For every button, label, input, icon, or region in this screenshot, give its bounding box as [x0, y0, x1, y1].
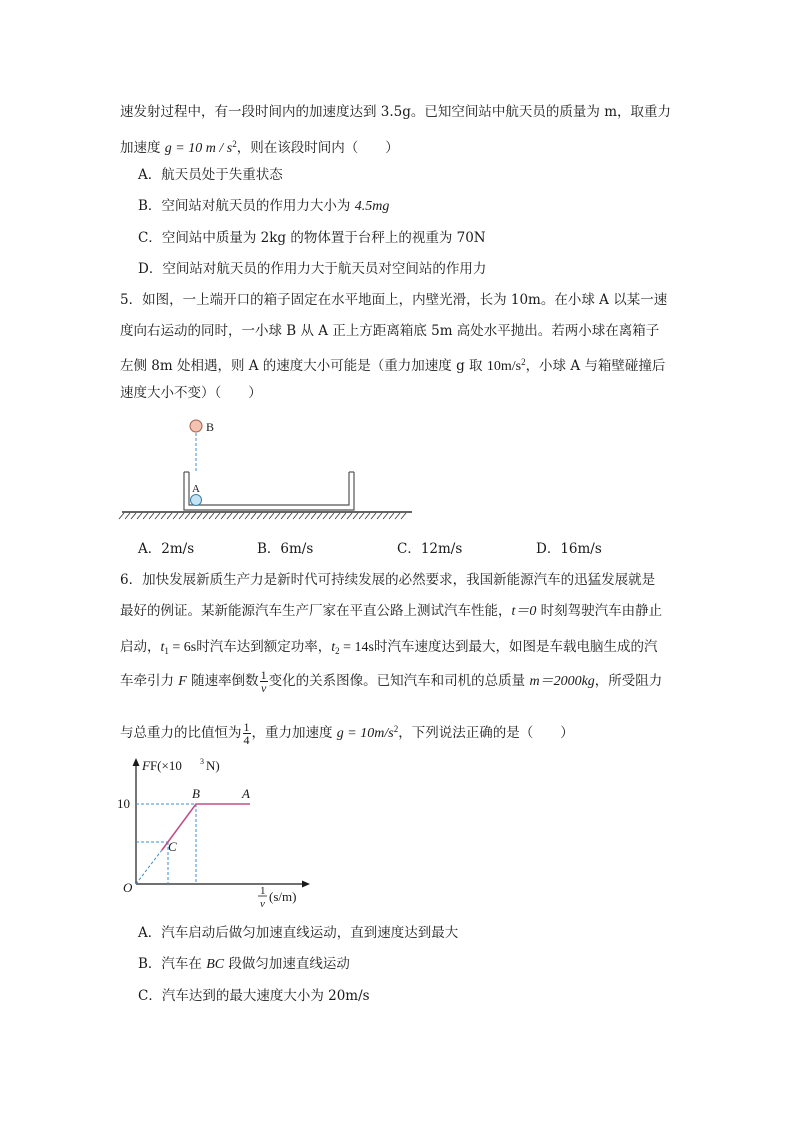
point-c-label: C [168, 839, 177, 854]
reciprocal-v-fraction: $\frac{1}{v}$ [260, 668, 267, 695]
x-label-unit: (s/m) [269, 889, 297, 904]
box-inner [189, 472, 349, 505]
ground-hatch-mark [257, 513, 262, 519]
q4-option-a: A．航天员处于失重状态 [138, 167, 283, 183]
ground-hatch-mark [359, 513, 364, 519]
q6-line-4: 车牵引力 F 随速率倒数 $\frac{1}{v}$ 变化的关系图像。已知汽车和司机的总质量 m＝2000kg，所受阻力 [120, 668, 663, 695]
ground-hatch-mark [377, 513, 382, 519]
ground-hatch-mark [119, 513, 124, 519]
q5-line-3: 左侧 8m 处相遇，则 A 的速度大小可能是（重力加速度 g 取 $10m/s^2$，小球 A 与箱壁碰撞后 [120, 357, 666, 374]
ground-hatch-mark [317, 513, 322, 519]
ground-hatch-mark [329, 513, 334, 519]
q6-line-1: 6．加快发展新质生产力是新时代可持续发展的必然要求，我国新能源汽车的迅猛发展就是 [120, 572, 656, 588]
ground-hatch-mark [191, 513, 196, 519]
ground-hatch-mark [197, 513, 202, 519]
q6-option-b: B．汽车在 BC 段做匀加速直线运动 [138, 956, 350, 972]
q6-line-2: 最好的例证。某新能源汽车生产厂家在平直公路上测试汽车性能，t＝0 时刻驾驶汽车由静止 [120, 603, 663, 619]
origin-label: O [123, 880, 133, 895]
y-tick-10: 10 [117, 796, 130, 811]
ground-hatch-mark [125, 513, 130, 519]
ground-hatch-mark [275, 513, 280, 519]
label-ball-a: A [192, 483, 200, 495]
ground-hatch-mark [137, 513, 142, 519]
q4-line-1: 速发射过程中，有一段时间内的加速度达到 3.5g。已知空间站中航天员的质量为 m，取重力 [120, 104, 671, 120]
ground-hatch-mark [221, 513, 226, 519]
x-label-den: v [260, 898, 265, 910]
ground-hatch-mark [227, 513, 232, 519]
ground-hatch-mark [365, 513, 370, 519]
label-ball-b: B [206, 420, 215, 434]
q6-option-c: C．汽车达到的最大速度大小为 20m/s [138, 988, 370, 1004]
ground-hatch-mark [251, 513, 256, 519]
y-axis-label: FF(×10 [142, 758, 182, 773]
quarter-fraction: $\frac{1}{4}$ [243, 720, 250, 747]
q6-option-a: A．汽车启动后做匀加速直线运动，直到速度达到最大 [138, 925, 459, 941]
ground-hatch-mark [155, 513, 160, 519]
q5-line-1: 5．如图，一上端开口的箱子固定在水平地面上，内壁光滑，长为 10m。在小球 A 以某一速 [120, 292, 668, 308]
ground-hatch-mark [287, 513, 292, 519]
ground-hatch-mark [143, 513, 148, 519]
ground-hatch [119, 513, 406, 519]
ground-hatch-mark [371, 513, 376, 519]
ground-hatch-mark [245, 513, 250, 519]
ground-hatch-mark [311, 513, 316, 519]
q5-choice-a: A．2m/s [138, 541, 195, 557]
y-axis-arrow [133, 758, 140, 766]
y-axis-label-exp: 3 [200, 757, 204, 766]
ground-hatch-mark [383, 513, 388, 519]
ground-hatch-mark [167, 513, 172, 519]
ground-hatch-mark [173, 513, 178, 519]
ground-hatch-mark [263, 513, 268, 519]
ground-hatch-mark [179, 513, 184, 519]
box-outline [184, 472, 354, 510]
q5-choice-d: D．16m/s [536, 541, 602, 557]
q5-choice-b: B．6m/s [257, 541, 314, 557]
q5-line-4: 速度大小不变）（ ） [120, 385, 262, 401]
q6-line-3: 启动，$t_1 = 6s$时汽车达到额定功率，$t_2 = 14s$时汽车速度达到最大，如图是车载电脑生成的汽 [120, 639, 658, 656]
ground-hatch-mark [341, 513, 346, 519]
ground-hatch-mark [185, 513, 190, 519]
ground-hatch-mark [347, 513, 352, 519]
x-axis-arrow [302, 881, 310, 888]
ground-hatch-mark [293, 513, 298, 519]
q4-line-2: 加速度 g = 10 m / $s^2$，则在该段时间内（ ） [120, 139, 399, 156]
ground-hatch-mark [353, 513, 358, 519]
ground-hatch-mark [161, 513, 166, 519]
ground-hatch-mark [281, 513, 286, 519]
ground-hatch-mark [215, 513, 220, 519]
q4-gravity-value: g = 10 m / s [164, 141, 233, 156]
ground-hatch-mark [149, 513, 154, 519]
point-b-label: B [192, 786, 200, 801]
ground-hatch-mark [203, 513, 208, 519]
ball-a [191, 495, 202, 506]
q6-force-graph [112, 756, 322, 912]
ground-hatch-mark [335, 513, 340, 519]
x-label-num: 1 [260, 885, 266, 897]
ground-hatch-mark [299, 513, 304, 519]
ground-hatch-mark [239, 513, 244, 519]
q4-option-d: D．空间站对航天员的作用力大于航天员对空间站的作用力 [138, 261, 487, 277]
q4-option-c: C．空间站中质量为 2kg 的物体置于台秤上的视重为 70N [138, 230, 486, 246]
q5-line-2: 度向右运动的同时，一小球 B 从 A 正上方距离箱底 5m 高处水平抛出。若两小球在离箱子 [120, 323, 660, 339]
ground-hatch-mark [401, 513, 406, 519]
q4-option-b: B．空间站对航天员的作用力大小为 4.5mg [138, 198, 390, 214]
ground-hatch-mark [233, 513, 238, 519]
ground-hatch-mark [395, 513, 400, 519]
ground-hatch-mark [305, 513, 310, 519]
point-a-label: A [242, 786, 250, 801]
q5-box-figure [118, 412, 418, 524]
q5-choice-c: C．12m/s [397, 541, 463, 557]
ball-b [190, 420, 202, 432]
ground-hatch-mark [389, 513, 394, 519]
ground-hatch-mark [323, 513, 328, 519]
q6-line-5: 与总重力的比值恒为 $\frac{1}{4}$ ，重力加速度 $g = 10m/s^2$，下列说法正确的是（ ） [120, 720, 574, 747]
y-axis-label-end: N) [206, 758, 220, 773]
ground-hatch-mark [209, 513, 214, 519]
ground-hatch-mark [269, 513, 274, 519]
ground-hatch-mark [131, 513, 136, 519]
